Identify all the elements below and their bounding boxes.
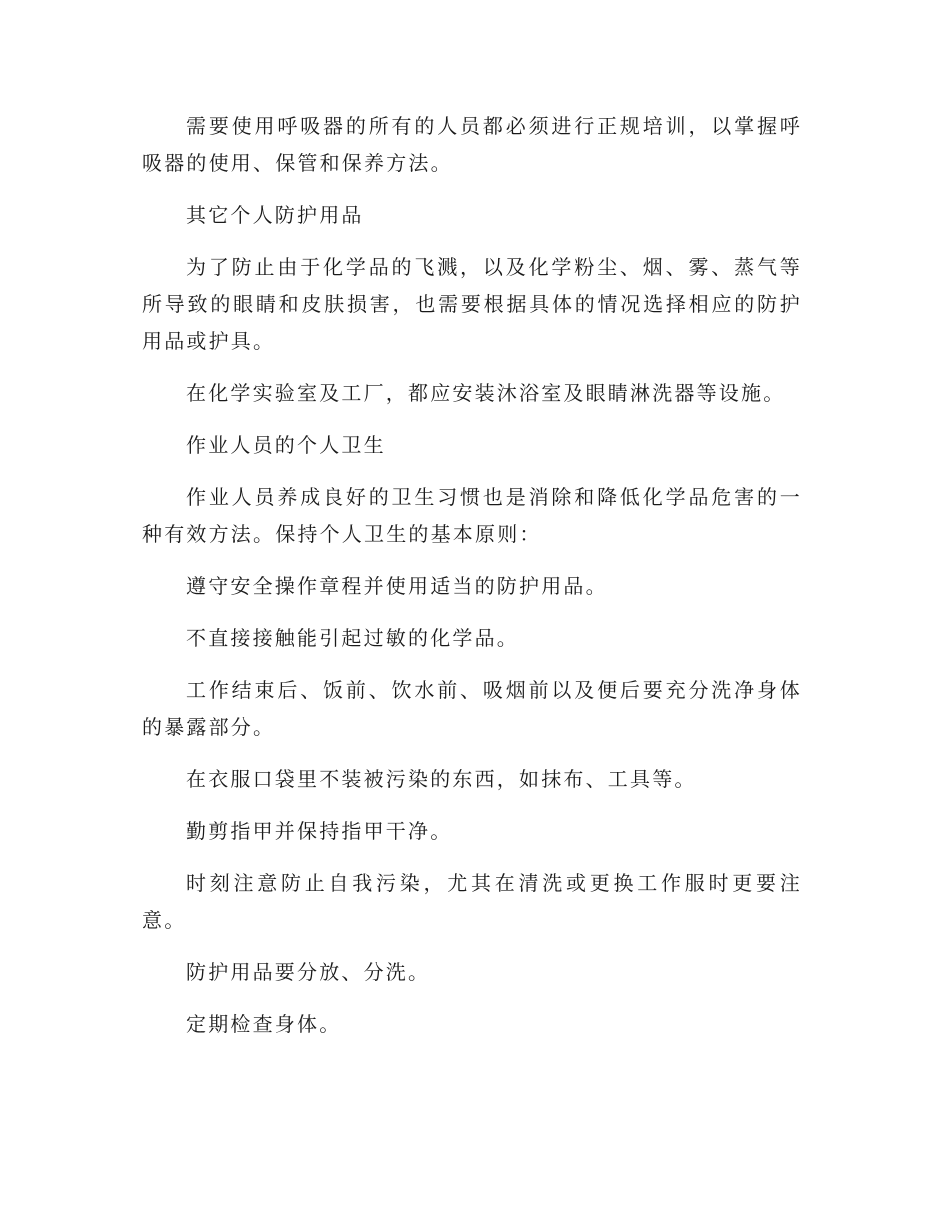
list-item-pockets: 在衣服口袋里不装被污染的东西，如抹布、工具等。 bbox=[186, 767, 697, 791]
paragraph-respirator-training: 需要使用呼吸器的所有的人员都必须进行正规培训，以掌握呼吸器的使用、保管和保养方法。 bbox=[142, 114, 802, 175]
heading-other-protective-equipment: 其它个人防护用品 bbox=[186, 203, 364, 227]
document-body bbox=[142, 108, 802, 1058]
list-item-separate-washing: 防护用品要分放、分洗。 bbox=[186, 960, 431, 984]
heading-personal-hygiene: 作业人员的个人卫生 bbox=[186, 433, 386, 457]
paragraph-hygiene-habits: 作业人员养成良好的卫生习惯也是消除和降低化学品危害的一种有效方法。保持个人卫生的基本原则： bbox=[142, 485, 802, 546]
list-item-health-check: 定期检查身体。 bbox=[186, 1012, 342, 1036]
list-item-wash-body: 工作结束后、饭前、饮水前、吸烟前以及便后要充分洗净身体的暴露部分。 bbox=[142, 678, 802, 739]
list-item-follow-procedures: 遵守安全操作章程并使用适当的防护用品。 bbox=[186, 574, 608, 598]
list-item-nails: 勤剪指甲并保持指甲干净。 bbox=[186, 819, 453, 843]
paragraph-shower-facilities: 在化学实验室及工厂，都应安装沐浴室及眼睛淋洗器等设施。 bbox=[186, 381, 786, 405]
list-item-avoid-allergens: 不直接接触能引起过敏的化学品。 bbox=[186, 626, 519, 650]
paragraph-splash-protection: 为了防止由于化学品的飞溅，以及化学粉尘、烟、雾、蒸气等所导致的眼睛和皮肤损害，也需要根据具体的情况选择相应的防护用品或护具。 bbox=[142, 255, 802, 353]
list-item-self-contamination: 时刻注意防止自我污染，尤其在清洗或更换工作服时更要注意。 bbox=[142, 871, 802, 932]
